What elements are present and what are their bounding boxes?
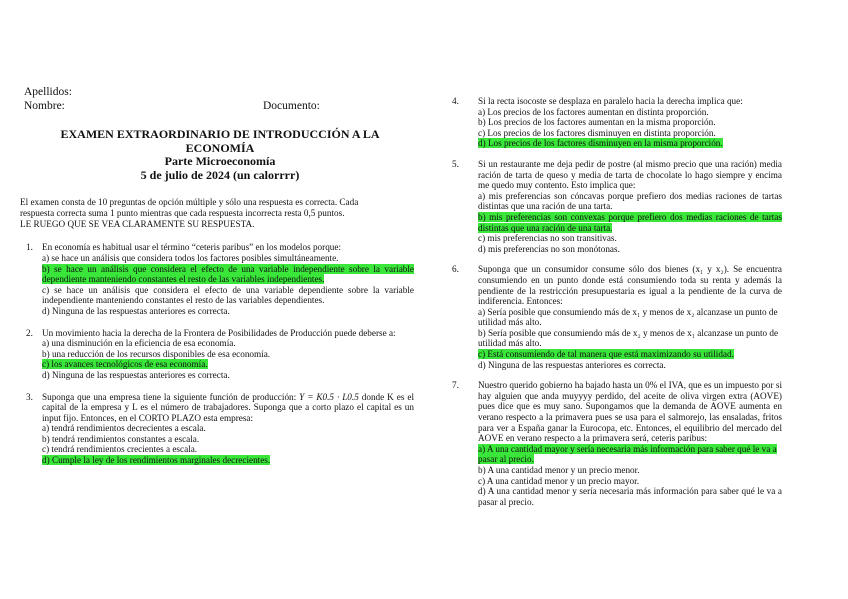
apellidos-label: Apellidos: (24, 86, 72, 98)
question-1 (14, 242, 414, 316)
question-number: 7. (452, 380, 459, 391)
option-text: b) una reducción de los recursos disponibles de esa economía. (42, 348, 271, 359)
option-d[interactable] (478, 138, 782, 149)
option-d[interactable] (42, 455, 414, 466)
option-text: d) Ninguna de las respuestas anteriores es correcta. (478, 359, 666, 370)
option-text: b) Sería posible que consumiendo más de x₂ y menos de x₁ alcanzase un punto de utilidad más alto. (478, 327, 779, 349)
option-text: d) Ninguna de las respuestas anteriores es correcta. (42, 305, 230, 316)
option-text-highlighted: b) mis preferencias son convexas porque prefiero dos medias raciones de tartas distintas que una ración de una tarta. (478, 211, 782, 233)
option-text: b) tendrá rendimientos constantes a escala. (42, 433, 200, 444)
option-text: c) Los precios de los factores disminuyen en distinta proporción. (478, 127, 716, 138)
option-d[interactable] (42, 306, 414, 317)
option-d[interactable] (478, 486, 782, 507)
title-subtitle: Parte Microeconomía (164, 154, 276, 168)
question-stem: Si un restaurante me deja pedir de postre (al mismo precio que una ración) media ración de tarta de queso y media de tarta de chocolate lo hago siempre y encima me quedo muy contento. Esto implica que: (478, 158, 782, 191)
option-text-highlighted: a) A una cantidad mayor y sería necesaria más información para saber qué le va a pasar al precio. (478, 443, 777, 465)
instructions-line-2: respuesta correcta suma 1 punto mientras que cada respuesta incorrecta resta 0,5 puntos. (20, 207, 345, 218)
option-text: d) A una cantidad menor y sería necesaria más información para saber qué le va a pasar al precio. (478, 486, 782, 507)
question-7 (452, 380, 782, 507)
option-a[interactable] (478, 444, 782, 465)
option-a[interactable] (478, 107, 782, 118)
question-3 (14, 392, 414, 466)
option-b[interactable] (478, 117, 782, 128)
question-6 (452, 264, 782, 370)
option-c[interactable] (478, 233, 782, 244)
question-number: 1. (26, 242, 33, 253)
option-d[interactable] (478, 360, 782, 371)
instructions (14, 197, 414, 229)
option-b[interactable] (478, 465, 782, 476)
option-b[interactable] (42, 434, 414, 445)
option-text: d) Ninguna de las respuestas anteriores es correcta. (42, 369, 230, 380)
option-b[interactable] (478, 328, 782, 349)
question-5 (452, 159, 782, 254)
question-stem: Suponga que un consumidor consume sólo dos bienes (x₁ y x₂). Se encuentra consumiendo en un punto donde está consumiendo toda su renta y además la pendiente de la restricción presupuestaria es igual a la pendiente de la curva de indiferencia. Entonces: (478, 264, 782, 307)
option-text: a) tendrá rendimientos decrecientes a escala. (42, 423, 206, 434)
option-c[interactable] (478, 349, 782, 360)
left-column (14, 128, 414, 466)
stem-part-a: Suponga que una empresa tiene la siguiente función de producción: (42, 391, 297, 402)
option-a[interactable] (478, 191, 782, 212)
question-stem: En economía es habitual usar el término “ceteris paribus” en los modelos porque: (42, 242, 342, 253)
option-text-highlighted: d) Los precios de los factores disminuyen en la misma proporción. (478, 138, 723, 149)
title-line-2: ECONOMÍA (185, 140, 255, 155)
option-d[interactable] (478, 244, 782, 255)
option-b[interactable] (478, 212, 782, 233)
option-text: d) mis preferencias no son monótonas. (478, 243, 620, 254)
question-number: 6. (452, 264, 459, 275)
question-number: 2. (26, 327, 33, 338)
option-text-highlighted: b) se hace un análisis que considera el efecto de una variable independiente sobre la variable dependiente manteniendo constantes el resto de las variables independientes. (42, 263, 414, 285)
exam-title (24, 128, 416, 182)
option-c[interactable] (42, 285, 414, 306)
question-number: 4. (452, 96, 459, 106)
question-stem: Si la recta isocoste se desplaza en paralelo hacia la derecha implica que: (478, 96, 743, 106)
option-c[interactable] (478, 476, 782, 487)
option-b[interactable] (42, 264, 414, 285)
option-b[interactable] (42, 349, 414, 360)
option-a[interactable] (478, 307, 782, 328)
option-c[interactable] (42, 359, 414, 370)
option-c[interactable] (478, 128, 782, 139)
option-text: a) una disminución en la eficiencia de esa economía. (42, 338, 236, 349)
option-text: b) A una cantidad menor y un precio menor. (478, 465, 640, 475)
question-stem: Un movimiento hacia la derecha de la Frontera de Posibilidades de Producción puede deberse a: (42, 327, 396, 338)
question-2 (14, 328, 414, 381)
option-text-highlighted: c) Está consumiendo de tal manera que está maximizando su utilidad. (478, 349, 734, 360)
instructions-line-3: LE RUEGO QUE SE VEA CLARAMENTE SU RESPUESTA. (20, 218, 255, 229)
option-text: c) se hace un análisis que considera el efecto de una variable dependiente sobre la variable independiente manteniendo constantes el resto de las variables dependientes. (42, 284, 414, 306)
nombre-label: Nombre: (24, 100, 65, 112)
option-c[interactable] (42, 444, 414, 455)
option-text: c) mis preferencias no son transitivas. (478, 233, 617, 244)
question-stem (42, 392, 414, 424)
question-number: 5. (452, 158, 459, 169)
option-text: b) Los precios de los factores aumentan en la misma proporción. (478, 117, 716, 128)
option-text-highlighted: d) Cumple la ley de los rendimientos marginales decrecientes. (42, 455, 271, 466)
option-text: a) se hace un análisis que considera todos los factores posibles simultáneamente. (42, 252, 339, 263)
stem-part-b: donde K es el capital de la empresa y L es el número de trabajadores. Suponga que a corto plazo el capital es un input fijo. Entonces, en el CORTO PLAZO esta empresa: (42, 391, 415, 423)
documento-label: Documento: (263, 100, 320, 112)
option-d[interactable] (42, 370, 414, 381)
instructions-line-1: El examen consta de 10 preguntas de opción múltiple y sólo una respuesta es correcta. Cada (20, 197, 359, 207)
question-number: 3. (26, 391, 33, 402)
option-text: a) Sería posible que consumiendo más de x₁ y menos de x₂ alcanzase un punto de utilidad más alto. (478, 306, 778, 328)
option-text: c) A una cantidad menor y un precio mayor. (478, 475, 639, 486)
option-text-highlighted: c) los avances tecnológicos de esa economía. (42, 359, 208, 370)
option-text: a) Los precios de los factores aumentan en distinta proporción. (478, 106, 709, 117)
option-text: c) tendrá rendimientos crecientes a escala. (42, 444, 198, 455)
title-date: 5 de julio de 2024 (un calorrrr) (140, 167, 300, 182)
option-a[interactable] (42, 253, 414, 264)
title-line-1: EXAMEN EXTRAORDINARIO DE INTRODUCCIÓN A LA (60, 127, 380, 141)
right-column (452, 96, 782, 507)
question-4 (452, 96, 782, 149)
option-a[interactable] (42, 423, 414, 434)
option-text: a) mis preferencias son cóncavas porque prefiero dos medias raciones de tartas distintas que una ración de una tarta. (478, 190, 782, 212)
option-a[interactable] (42, 338, 414, 349)
question-stem: Nuestro querido gobierno ha bajado hasta un 0% el IVA, que es un impuesto por si hay alguien que anda muyyyy perdido, del aceite de oliva virgen extra (AOVE) pues dice que es muy sano. Supongamos que la demanda de AOVE aumenta en verano respecto a la primavera pues se usa para el salmorejo, las ensaladas, fritos para ver a España ganar la Eurocopa, etc. Entonces, el equilibrio del mercado del AOVE en verano respecto a la primavera será, ceteris paribus: (478, 380, 782, 444)
production-formula: Y = K0.5 · L0.5 (299, 391, 359, 402)
